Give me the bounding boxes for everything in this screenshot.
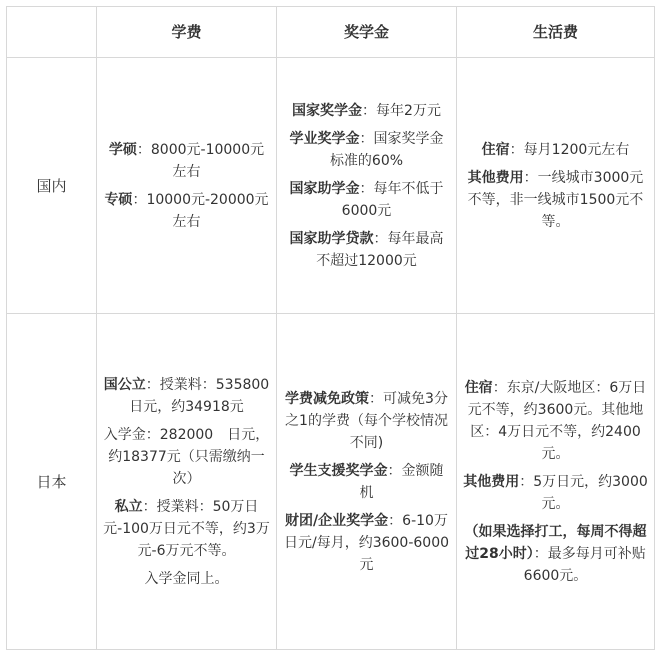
scholarship-text: 每年2万元 [376,102,441,119]
header-row [7,7,655,58]
header-scholarship: 奖学金 [277,7,457,58]
tuition-label: 国公立 [103,376,146,393]
scholarship-text: 每年不低于6000元 [341,180,444,219]
living-text: 每月1200元左右 [523,141,630,158]
living-label: 住宿 [464,379,493,396]
living-text: 一线城市3000元不等，非一线城市1500元不等。 [467,169,644,230]
scholarship-text: 每年最高不超过12000元 [316,230,444,269]
living-label: 其他费用 [467,169,524,186]
header-living: 生活费 [457,7,655,58]
living-item: 住宿：每月1200元左右 [481,141,630,158]
scholarship-text: 可减免3分之1的学费（每个学校情况不同) [285,390,448,451]
scholarship-text: 6-10万日元/每月，约3600-6000元 [283,512,450,573]
living-text: 东京/大阪地区：6万日元不等，约3600元。其他地区：4万日元不等，约2400元。 [467,379,647,462]
tuition-item: 国公立：授業料：535800日元，约34918元 [103,376,270,415]
scholarship-text: 金额随机 [359,462,444,501]
tuition-text: 授業料：535800日元，约34918元 [129,376,270,415]
living-label: 其他费用 [463,473,520,490]
living-item: 其他费用：一线城市3000元不等，非一线城市1500元不等。 [467,169,644,230]
scholarship-label: 财团/企业奖学金 [285,512,389,529]
tuition-text: 授業料：50万日元-100万日元不等，约3万元-6万元不等。 [103,498,270,559]
tuition-cell [97,314,277,650]
living-label: 住宿 [481,141,510,158]
header-tuition: 学费 [97,7,277,58]
living-cell [457,58,655,314]
scholarship-cell [277,314,457,650]
row-japan [7,314,655,650]
scholarship-item: 学生支援奖学金：金额随机 [289,462,444,501]
scholarship-label: 学生支援奖学金 [289,462,388,479]
tuition-text: 8000元-10000元左右 [150,141,265,180]
row-china [7,58,655,314]
tuition-item: 私立：授業料：50万日元-100万日元不等，约3万元-6万元不等。 [103,498,270,559]
region-label: 日本 [7,314,97,650]
scholarship-cell [277,58,457,314]
living-item: 住宿：东京/大阪地区：6万日元不等，约3600元。其他地区：4万日元不等，约2400元。 [464,379,647,462]
tuition-cell [97,58,277,314]
scholarship-label: 学业奖学金 [289,130,360,147]
tuition-label: 学硕 [108,141,137,158]
scholarship-item: 国家奖学金：每年2万元 [292,102,441,119]
tuition-text: 入学金：282000 日元，约18377元（只需缴纳一次） [103,426,270,487]
comparison-table [6,6,655,650]
tuition-text: 10000元-20000元左右 [146,191,269,230]
region-label: 国内 [7,58,97,314]
header-empty [7,7,97,58]
living-label: （如果选择打工，每周不得超过28小时） [464,523,647,562]
scholarship-label: 学费减免政策 [285,390,370,407]
scholarship-label: 国家助学金 [289,180,360,197]
scholarship-text: 国家奖学金标准的60% [329,130,444,169]
scholarship-label: 国家奖学金 [292,102,363,119]
living-text: 5万日元，约3000元。 [533,473,648,512]
tuition-item: 学硕：8000元-10000元左右 [108,141,265,180]
tuition-item: 专硕：10000元-20000元左右 [104,191,269,230]
tuition-item [103,424,270,490]
living-text: 最多每月可补贴6600元。 [523,545,646,584]
scholarship-item: 学费减免政策：可减免3分之1的学费（每个学校情况不同) [285,390,448,451]
scholarship-item: 国家助学贷款：每年最高不超过12000元 [289,230,444,269]
tuition-item [103,568,270,590]
living-item: 其他费用：5万日元，约3000元。 [463,473,648,512]
scholarship-item: 财团/企业奖学金：6-10万日元/每月，约3600-6000元 [283,512,450,573]
scholarship-item: 国家助学金：每年不低于6000元 [289,180,444,219]
tuition-label: 专硕 [104,191,133,208]
tuition-label: 私立 [114,498,143,515]
living-item: （如果选择打工，每周不得超过28小时）：最多每月可补贴6600元。 [464,523,647,584]
living-cell [457,314,655,650]
scholarship-label: 国家助学贷款 [289,230,374,247]
scholarship-item: 学业奖学金：国家奖学金标准的60% [289,130,444,169]
tuition-text: 入学金同上。 [144,570,229,587]
